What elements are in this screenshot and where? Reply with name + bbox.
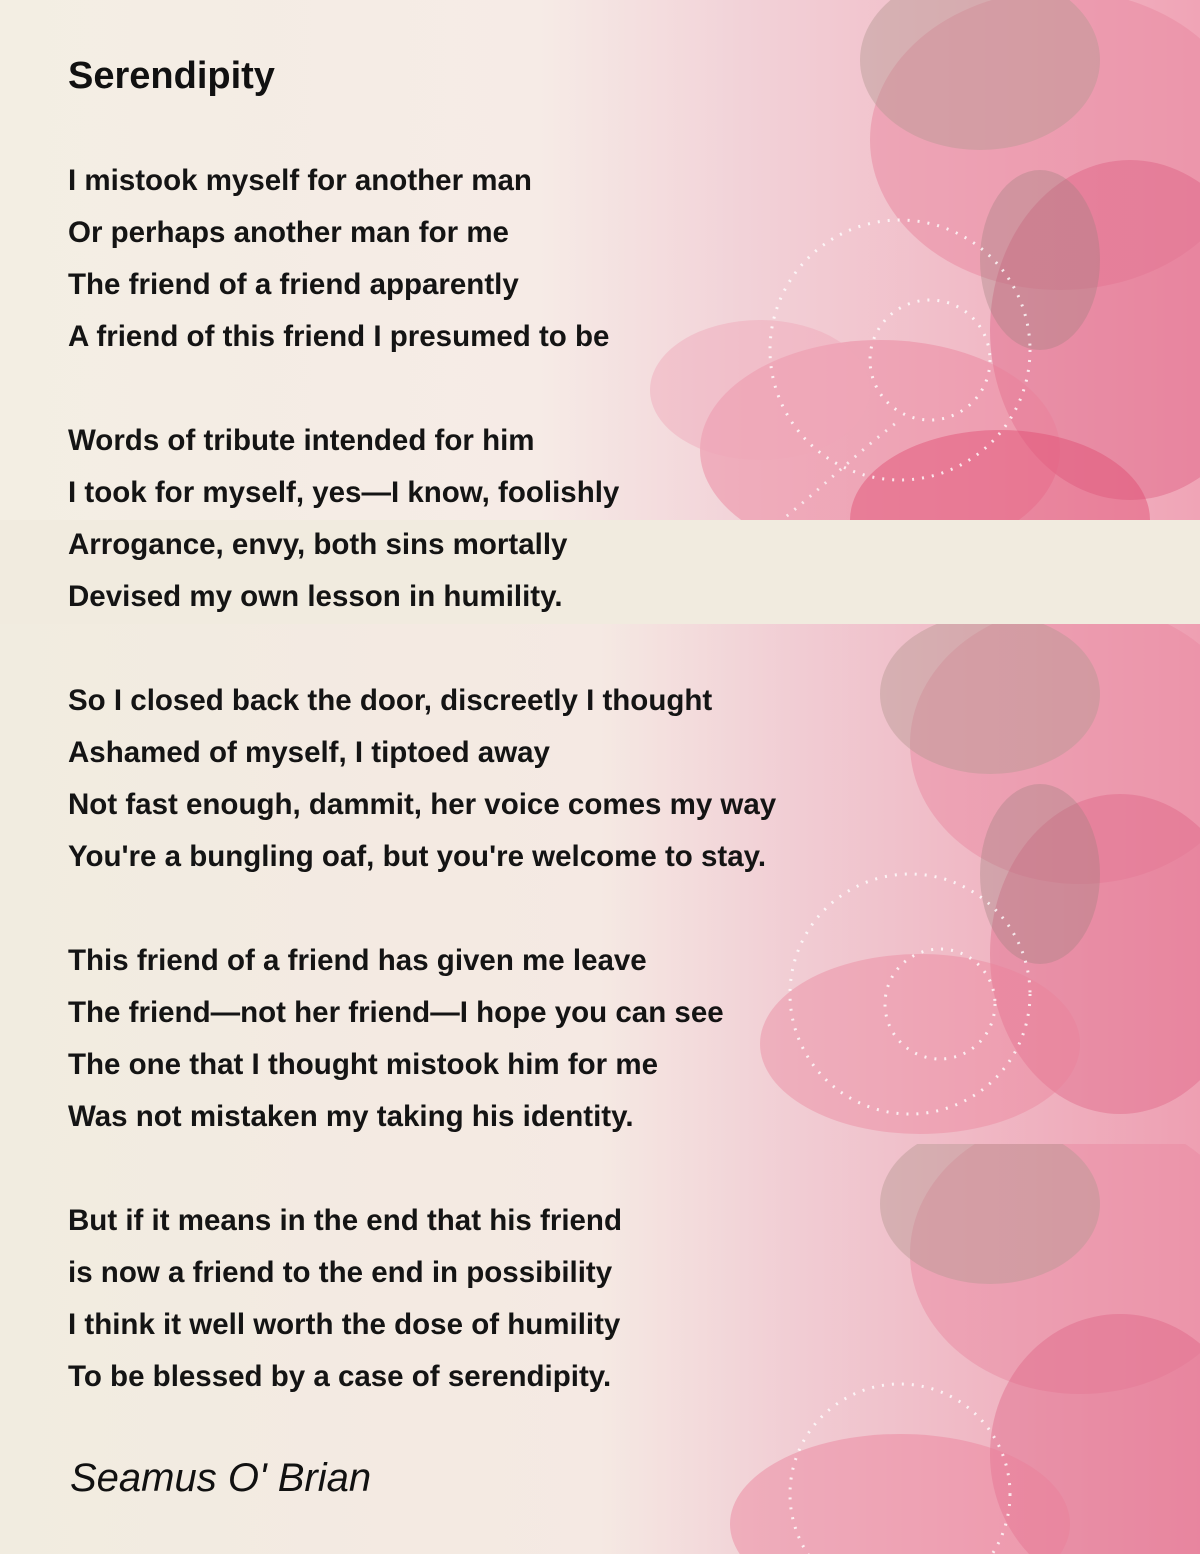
poem-line: Was not mistaken my taking his identity.	[68, 1100, 634, 1133]
poem-line: To be blessed by a case of serendipity.	[68, 1360, 612, 1393]
stanza	[68, 935, 968, 1143]
poem-line: You're a bungling oaf, but you're welcome to stay.	[68, 840, 767, 873]
stanza	[68, 415, 968, 623]
poem-line: This friend of a friend has given me leave	[68, 944, 647, 977]
petal-shape	[980, 784, 1100, 964]
poem-line: Or perhaps another man for me	[68, 216, 509, 249]
petal-shape	[980, 170, 1100, 350]
poem-line: Ashamed of myself, I tiptoed away	[68, 736, 550, 769]
stanza	[68, 155, 968, 363]
poem-line: is now a friend to the end in possibility	[68, 1256, 613, 1289]
poem-line: But if it means in the end that his friend	[68, 1204, 622, 1237]
poem-line: I mistook myself for another man	[68, 164, 532, 197]
poem-line: Not fast enough, dammit, her voice comes my way	[68, 788, 777, 821]
poem-content	[68, 50, 968, 1455]
stanza	[68, 675, 968, 883]
poem-line: The friend of a friend apparently	[68, 268, 519, 301]
poem-line: Words of tribute intended for him	[68, 424, 535, 457]
poem-title: Serendipity	[68, 55, 275, 97]
poem-body	[68, 155, 968, 1403]
poem-line: Arrogance, envy, both sins mortally	[68, 528, 568, 561]
poem-author: Seamus O' Brian	[70, 1456, 372, 1500]
poem-line: The one that I thought mistook him for me	[68, 1048, 658, 1081]
poem-line: I think it well worth the dose of humility	[68, 1308, 621, 1341]
poem-line: So I closed back the door, discreetly I thought	[68, 684, 713, 717]
stanza	[68, 1195, 968, 1403]
poem-line: Devised my own lesson in humility.	[68, 580, 563, 613]
poem-line: The friend—not her friend—I hope you can see	[68, 996, 724, 1029]
poem-line: I took for myself, yes—I know, foolishly	[68, 476, 620, 509]
poem-line: A friend of this friend I presumed to be	[68, 320, 610, 353]
